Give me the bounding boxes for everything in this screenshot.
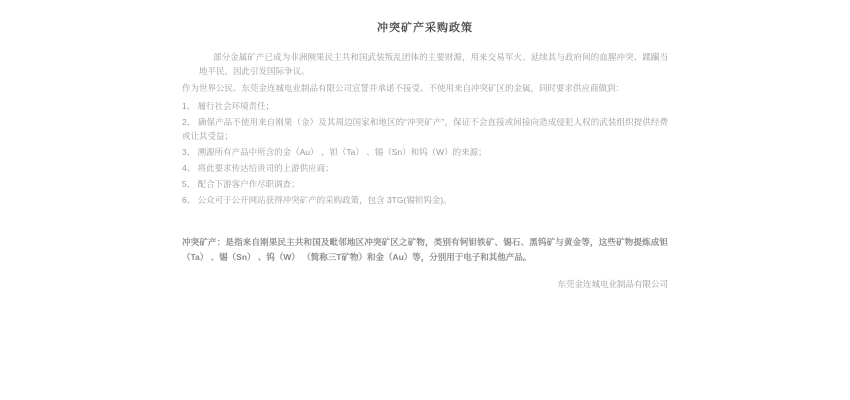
requirements-list [182,99,668,207]
requirement-item-6: 6、 公众可于公开网站获得冲突矿产的采购政策，包含 3TG(锡钽钨金)。 [182,195,452,205]
company-signature: 东莞金连城电业制品有限公司 [557,279,668,289]
requirement-item-2: 2、 确保产品不使用来自刚果（金）及其周边国家和地区的“冲突矿产”，保证不会直接或间接向造成侵犯人权的武装组织提供经费或让其受益； [182,117,668,141]
requirement-item-5: 5、 配合下游客户作尽职调查； [182,179,300,189]
requirement-item-4: 4、 将此要求传达给贵司的上游供应商； [182,163,334,173]
definition-paragraph: 冲突矿产：是指来自刚果民主共和国及毗邻地区冲突矿区之矿物，类别有钶钽铁矿、锡石、黑钨矿与黄金等，这些矿物提炼成钽（Ta） 、锡（Sn） 、钨（W） （简称三T矿物）和金（Au）等，分别用于电子和其他产品。 [182,237,668,262]
intro-paragraph: 部分金属矿产已成为非洲刚果民主共和国武装叛乱团体的主要财源，用来交易军火、延续其与政府间的血腥冲突、蹂躏当地平民，因此引发国际争议。 [199,52,668,76]
policy-document [182,0,668,291]
commitment-paragraph: 作为世界公民、东莞金连城电业制品有限公司宣誓并承诺不接受、不使用来自冲突矿区的金属，同时要求供应商做到： [182,83,625,93]
requirement-item-3: 3、 溯源所有产品中所含的金（Au） 、钽（Ta） 、锡（Sn）和钨（W）的来源； [182,147,487,157]
requirement-item-1: 1、 履行社会环境责任； [182,101,275,111]
page-title: 冲突矿产采购政策 [377,22,473,34]
